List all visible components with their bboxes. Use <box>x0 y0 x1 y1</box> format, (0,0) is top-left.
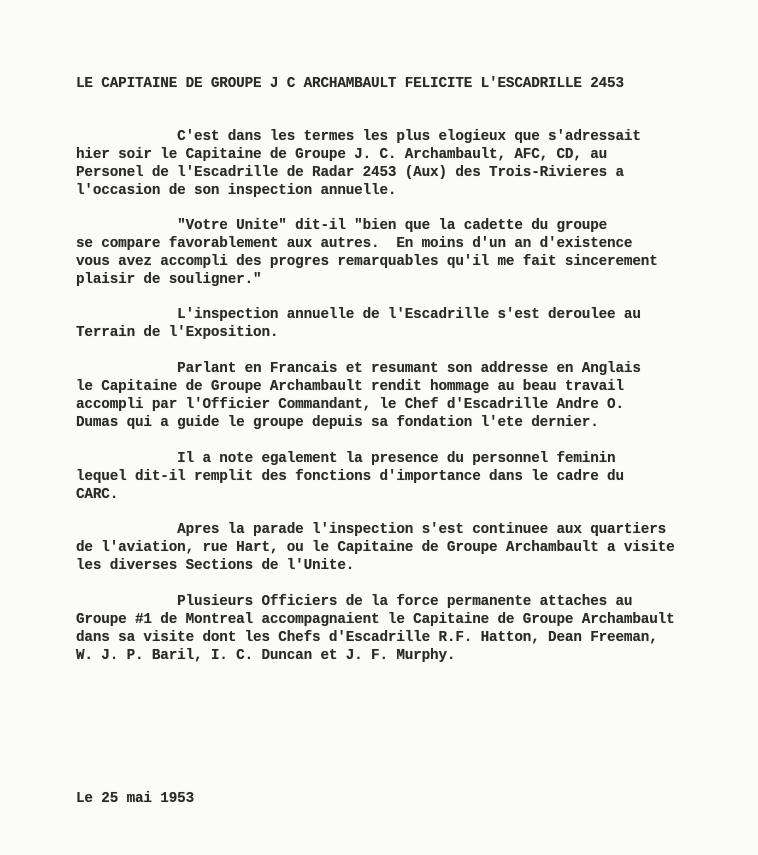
body-line: vous avez accompli des progres remarquables qu'il me fait sincerement <box>76 254 658 270</box>
body-line: Parlant en Francais et resumant son addresse en Anglais <box>76 361 641 377</box>
body-line: Groupe #1 de Montreal accompagnaient le Capitaine de Groupe Archambault <box>76 612 675 628</box>
body-line: les diverses Sections de l'Unite. <box>76 558 355 574</box>
body-line: W. J. P. Baril, I. C. Duncan et J. F. Murphy. <box>76 648 456 664</box>
body-line: L'inspection annuelle de l'Escadrille s'est deroulee au <box>76 307 641 323</box>
body-line: de l'aviation, rue Hart, ou le Capitaine de Groupe Archambault a visite <box>76 540 675 556</box>
body-line: se compare favorablement aux autres. En moins d'un an d'existence <box>76 236 633 252</box>
document-date: Le 25 mai 1953 <box>76 791 195 807</box>
body-line: Plusieurs Officiers de la force permanente attaches au <box>76 594 633 610</box>
body-line: dans sa visite dont les Chefs d'Escadrille R.F. Hatton, Dean Freeman, <box>76 630 658 646</box>
body-line: Il a note egalement la presence du personnel feminin <box>76 451 616 467</box>
body-line: lequel dit-il remplit des fonctions d'importance dans le cadre du <box>76 469 624 485</box>
body-line: "Votre Unite" dit-il "bien que la cadette du groupe <box>76 218 608 234</box>
body-line: le Capitaine de Groupe Archambault rendit hommage au beau travail <box>76 379 624 395</box>
body-line: CARC. <box>76 487 119 503</box>
body-line: hier soir le Capitaine de Groupe J. C. Archambault, AFC, CD, au <box>76 147 608 163</box>
body-line: Dumas qui a guide le groupe depuis sa fondation l'ete dernier. <box>76 415 599 431</box>
body-line: C'est dans les termes les plus elogieux que s'adressait <box>76 129 641 145</box>
body-line: accompli par l'Officier Commandant, le Chef d'Escadrille Andre O. <box>76 397 624 413</box>
document-title: LE CAPITAINE DE GROUPE J C ARCHAMBAULT FELICITE L'ESCADRILLE 2453 <box>76 76 624 92</box>
body-line: Personel de l'Escadrille de Radar 2453 (Aux) des Trois-Rivieres a <box>76 165 624 181</box>
body-line: l'occasion de son inspection annuelle. <box>76 183 397 199</box>
body-line: Apres la parade l'inspection s'est continuee aux quartiers <box>76 522 667 538</box>
body-line: Terrain de l'Exposition. <box>76 325 279 341</box>
body-line: plaisir de souligner." <box>76 272 262 288</box>
